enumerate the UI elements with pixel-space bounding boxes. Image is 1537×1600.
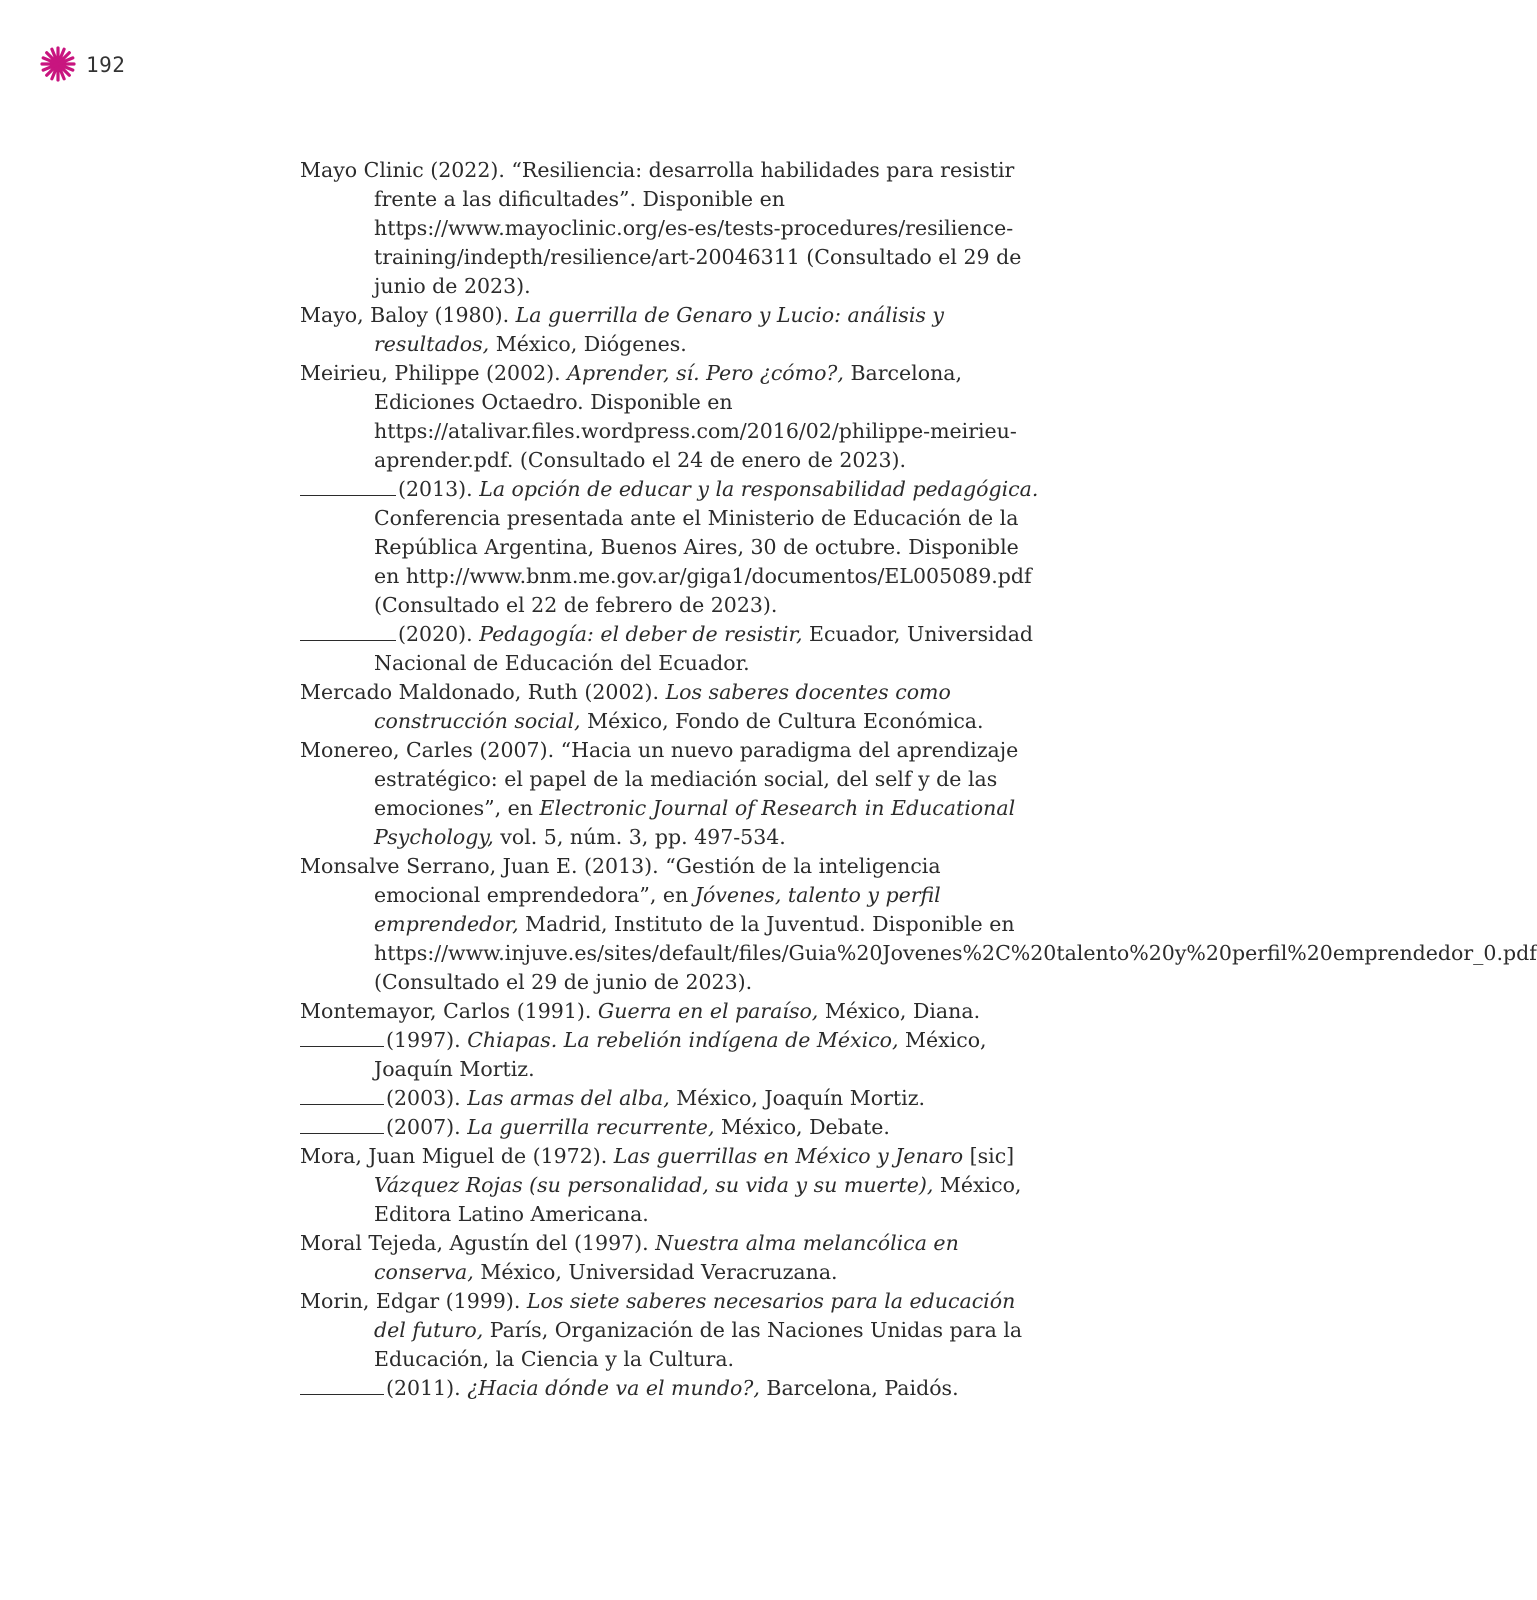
reference-text: Madrid, Instituto de la Juventud. Disponible en https://www.injuve.es/sites/default/files/Guia%20Jovenes%2C%20talento%20y%20perfil%20emprendedor_0.pdf (Consultado el 29 de junio de 2023). [374,912,1537,994]
repeated-author-dash [300,1115,384,1134]
reference-entry [300,156,1050,301]
reference-text: París, Organización de las Naciones Unidas para la Educación, la Ciencia y la Cultura. [374,1318,1023,1371]
reference-title: Pedagogía: el deber de resistir, [479,622,803,646]
reference-text: Monereo, Carles (2007). “Hacia un nuevo paradigma del aprendizaje estratégico: el papel de la mediación social, del self y de las emociones”, en [300,738,1019,820]
page-number: 192 [86,53,126,77]
reference-text: Morin, Edgar (1999). [300,1289,527,1313]
reference-text: (1997). [386,1028,468,1052]
reference-text: (2020). [398,622,480,646]
reference-title: Guerra en el paraíso, [597,999,819,1023]
reference-text: Meirieu, Philippe (2002). [300,361,568,385]
reference-title: Las armas del alba, [467,1086,670,1110]
reference-text: México, Universidad Veracruzana. [473,1260,838,1284]
reference-entry [300,736,1050,852]
reference-entry [300,301,1050,359]
repeated-author-dash [300,622,396,641]
reference-text: Monsalve Serrano, Juan E. (2013). “Gestión de la inteligencia emocional emprendedora”, en [300,854,941,907]
reference-list [300,156,1537,1403]
reference-text: Barcelona, Paidós. [759,1376,959,1400]
reference-entry [300,359,1050,475]
reference-entry [300,1084,1050,1113]
reference-text: [sic] [969,1144,1015,1168]
reference-text: Mayo, Baloy (1980). [300,303,516,327]
reference-entry [300,1142,1050,1229]
reference-title: Electronic Journal of Research in Educational Psychology, [374,796,1016,849]
reference-text: México, Joaquín Mortiz. [374,1028,987,1081]
repeated-author-dash [300,1028,384,1047]
reference-entry [300,1026,1050,1084]
repeated-author-dash [300,1376,384,1395]
reference-text: Montemayor, Carlos (1991). [300,999,598,1023]
reference-entry [300,852,1537,997]
reference-entry [300,678,1050,736]
reference-title: Nuestra alma melancólica en conserva, [374,1231,959,1284]
reference-entry [300,1374,1050,1403]
reference-title: Los siete saberes necesarios para la educación del futuro, [374,1289,1016,1342]
reference-text: Barcelona, Ediciones Octaedro. Disponible en https://atalivar.files.wordpress.com/2016/02/philippe-meirieu-aprender.pdf. (Consultado el 24 de enero de 2023). [374,361,1017,472]
reference-entry [300,1229,1050,1287]
reference-text: Ecuador, Universidad Nacional de Educación del Ecuador. [374,622,1034,675]
reference-entry [300,1287,1050,1374]
reference-entry [300,475,1050,620]
repeated-author-dash [300,477,396,496]
reference-title: Jóvenes, talento y perfil emprendedor, [374,883,941,936]
reference-entry [300,1113,1050,1142]
reference-text: México, Diógenes. [489,332,687,356]
page-header [38,44,125,84]
reference-title: Chiapas. La rebelión indígena de México, [467,1028,899,1052]
reference-text: (2013). [398,477,480,501]
reference-text: México, Editora Latino Americana. [374,1173,1022,1226]
reference-text: Mora, Juan Miguel de (1972). [300,1144,614,1168]
reference-text: Moral Tejeda, Agustín del (1997). [300,1231,656,1255]
reference-title: Aprender, sí. Pero ¿cómo?, [567,361,844,385]
reference-title: La guerrilla recurrente, [467,1115,715,1139]
reference-title: La opción de educar y la responsabilidad pedagógica. [479,477,1039,501]
reference-text: (2011). [386,1376,468,1400]
reference-title: Los saberes docentes como construcción social, [374,680,951,733]
reference-text: México, Joaquín Mortiz. [669,1086,926,1110]
reference-title: Vázquez Rojas (su personalidad, su vida y su muerte), [374,1173,934,1197]
reference-text: Mercado Maldonado, Ruth (2002). [300,680,666,704]
asterisk-icon [38,44,78,84]
reference-text: (2007). [386,1115,468,1139]
reference-title: ¿Hacia dónde va el mundo?, [467,1376,760,1400]
reference-title: La guerrilla de Genaro y Lucio: análisis y resultados, [374,303,945,356]
reference-entry [300,997,1050,1026]
reference-text: México, Fondo de Cultura Económica. [580,709,984,733]
reference-text: México, Debate. [714,1115,890,1139]
reference-text: Conferencia presentada ante el Ministerio de Educación de la República Argentina, Buenos Aires, 30 de octubre. Disponible en http://www.bnm.me.gov.ar/giga1/documentos/EL005089.pdf (Consultado el 22 de febrero de 2023). [374,506,1032,617]
reference-text: Mayo Clinic (2022). “Resiliencia: desarrolla habilidades para resistir frente a las dificultades”. Disponible en https://www.mayoclinic.org/es-es/tests-procedures/resilience-training/indepth/resilience/art-20046311 (Consultado el 29 de junio de 2023). [300,158,1022,298]
reference-text: (2003). [386,1086,468,1110]
reference-entry [300,620,1050,678]
reference-text: México, Diana. [818,999,981,1023]
reference-title: Las guerrillas en México y Jenaro [613,1144,970,1168]
reference-text: vol. 5, núm. 3, pp. 497-534. [493,825,786,849]
repeated-author-dash [300,1086,384,1105]
